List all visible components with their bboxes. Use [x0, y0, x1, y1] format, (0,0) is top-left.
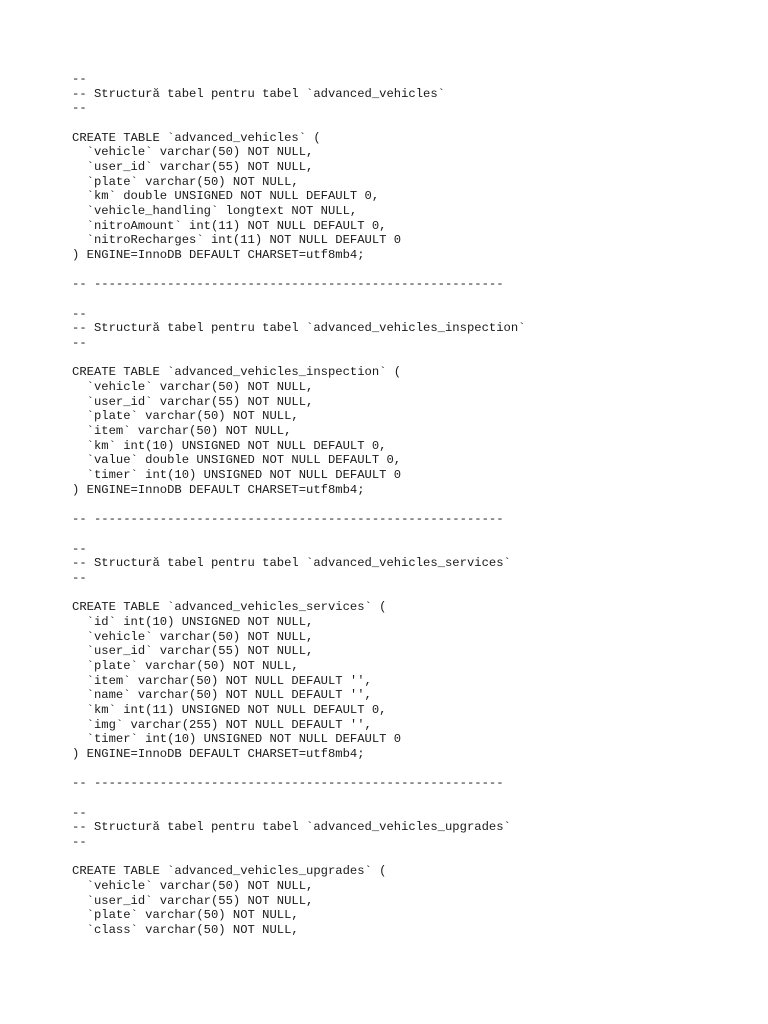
code-line — [72, 791, 525, 806]
code-line: -- -------------------------------------------------------- — [72, 512, 504, 527]
code-line: ) ENGINE=InnoDB DEFAULT CHARSET=utf8mb4; — [72, 482, 365, 497]
code-line: `km` double UNSIGNED NOT NULL DEFAULT 0, — [72, 189, 380, 204]
code-line: `img` varchar(255) NOT NULL DEFAULT '', — [72, 717, 372, 732]
code-line: ) ENGINE=InnoDB DEFAULT CHARSET=utf8mb4; — [72, 746, 365, 761]
code-line: CREATE TABLE `advanced_vehicles_services` ( — [72, 600, 387, 615]
code-line: `vehicle_handling` longtext NOT NULL, — [72, 204, 358, 219]
code-line: CREATE TABLE `advanced_vehicles_inspection` ( — [72, 365, 402, 380]
code-line: -- Structură tabel pentru tabel `advanced_vehicles_inspection` — [72, 321, 526, 336]
code-line: -- — [72, 306, 87, 321]
code-line: -- Structură tabel pentru tabel `advanced_vehicles` — [72, 86, 445, 101]
code-line: CREATE TABLE `advanced_vehicles_upgrades` ( — [72, 864, 387, 879]
code-line: -- — [72, 570, 87, 585]
code-line — [72, 850, 525, 865]
code-line: -- — [72, 336, 87, 351]
code-line: -- — [72, 541, 87, 556]
code-line: `km` int(11) UNSIGNED NOT NULL DEFAULT 0, — [72, 702, 387, 717]
code-line — [72, 263, 525, 278]
code-line: -- Structură tabel pentru tabel `advanced_vehicles_services` — [72, 556, 511, 571]
code-line: `user_id` varchar(55) NOT NULL, — [72, 394, 314, 409]
code-line: `plate` varchar(50) NOT NULL, — [72, 658, 299, 673]
code-line: `name` varchar(50) NOT NULL DEFAULT '', — [72, 688, 372, 703]
code-line: `value` double UNSIGNED NOT NULL DEFAULT 0, — [72, 453, 402, 468]
code-line: `timer` int(10) UNSIGNED NOT NULL DEFAULT 0 — [72, 468, 402, 483]
code-line — [72, 497, 525, 512]
sql-code-block — [72, 72, 525, 938]
code-line: `user_id` varchar(55) NOT NULL, — [72, 160, 314, 175]
code-line: `vehicle` varchar(50) NOT NULL, — [72, 145, 314, 160]
code-line: `id` int(10) UNSIGNED NOT NULL, — [72, 614, 314, 629]
code-line: `vehicle` varchar(50) NOT NULL, — [72, 629, 314, 644]
code-line — [72, 351, 525, 366]
code-line — [72, 292, 525, 307]
code-line: -- — [72, 805, 87, 820]
code-line — [72, 116, 525, 131]
code-line: `vehicle` varchar(50) NOT NULL, — [72, 380, 314, 395]
code-line: `vehicle` varchar(50) NOT NULL, — [72, 878, 314, 893]
code-line: `item` varchar(50) NOT NULL DEFAULT '', — [72, 673, 372, 688]
code-line: `user_id` varchar(55) NOT NULL, — [72, 893, 314, 908]
code-line: `plate` varchar(50) NOT NULL, — [72, 409, 299, 424]
code-line: -- Structură tabel pentru tabel `advanced_vehicles_upgrades` — [72, 820, 511, 835]
code-line: -- -------------------------------------------------------- — [72, 277, 504, 292]
code-line: `nitroRecharges` int(11) NOT NULL DEFAULT 0 — [72, 233, 402, 248]
code-line: `plate` varchar(50) NOT NULL, — [72, 908, 299, 923]
code-line: `plate` varchar(50) NOT NULL, — [72, 174, 299, 189]
code-line: `user_id` varchar(55) NOT NULL, — [72, 644, 314, 659]
code-line: `nitroAmount` int(11) NOT NULL DEFAULT 0, — [72, 218, 387, 233]
code-line: -- — [72, 101, 87, 116]
code-line: `km` int(10) UNSIGNED NOT NULL DEFAULT 0, — [72, 438, 387, 453]
code-line: `item` varchar(50) NOT NULL, — [72, 424, 292, 439]
code-line: CREATE TABLE `advanced_vehicles` ( — [72, 130, 321, 145]
code-line: `timer` int(10) UNSIGNED NOT NULL DEFAULT 0 — [72, 732, 402, 747]
code-line: ) ENGINE=InnoDB DEFAULT CHARSET=utf8mb4; — [72, 248, 365, 263]
code-line — [72, 762, 525, 777]
code-line — [72, 527, 525, 542]
code-line — [72, 586, 525, 601]
code-line: `class` varchar(50) NOT NULL, — [72, 922, 299, 937]
code-line: -- — [72, 834, 87, 849]
code-line: -- -------------------------------------------------------- — [72, 776, 504, 791]
code-line: -- — [72, 72, 87, 86]
